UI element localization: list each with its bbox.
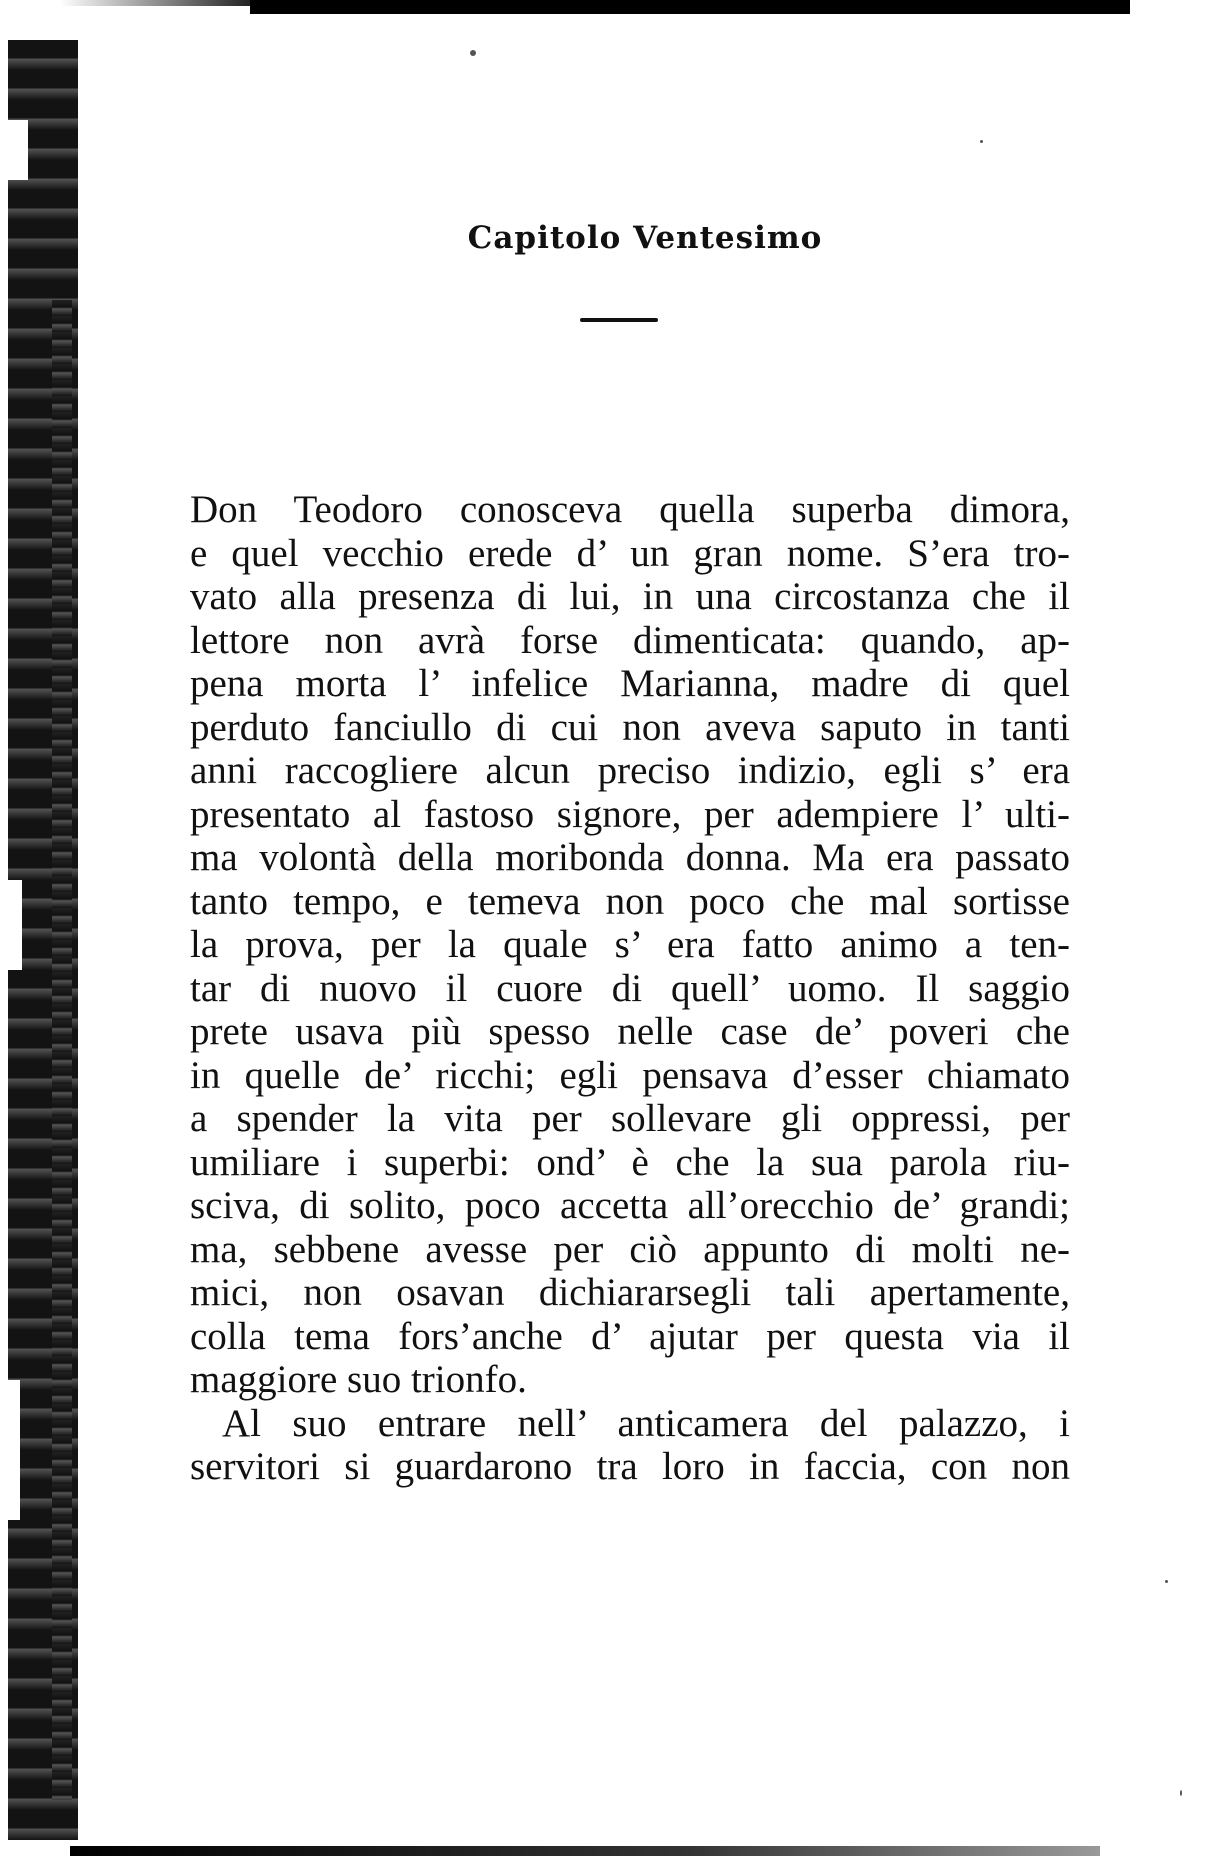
text-line: presentato al fastoso signore, per adempiere l’ ulti-	[190, 792, 1070, 836]
spine-gap	[8, 120, 28, 180]
text-line: sciva, di solito, poco accetta all’orecchio de’ grandi;	[190, 1184, 1070, 1227]
scan-speck	[1165, 1580, 1168, 1583]
text-line: mici, non osavan dichiararsegli tali apertamente,	[190, 1271, 1070, 1314]
text-line: umiliare i superbi: ond’ è che la sua parola riu-	[190, 1140, 1070, 1184]
text-line: in quelle de’ ricchi; egli pensava d’esser chiamato	[190, 1053, 1070, 1097]
text-line: colla tema fors’anche d’ ajutar per questa via il	[190, 1314, 1070, 1358]
body-text	[190, 488, 1070, 1489]
text-line: anni raccogliere alcun preciso indizio, egli s’ era	[190, 749, 1070, 792]
scan-speck	[470, 50, 476, 56]
text-line: tar di nuovo il cuore di quell’ uomo. Il saggio	[190, 966, 1070, 1010]
text-line: maggiore suo trionfo.	[190, 1358, 527, 1401]
text-line: pena morta l’ infelice Marianna, madre di quel	[190, 662, 1070, 705]
text-line: Al suo entrare nell’ anticamera del palazzo, i	[222, 1401, 1070, 1445]
scan-speck	[980, 140, 983, 143]
spine-gap	[8, 880, 22, 970]
page-edge-top	[250, 0, 1130, 14]
scan-speck	[1180, 1790, 1182, 1796]
chapter-title: Capitolo Ventesimo	[467, 220, 823, 256]
title-rule	[580, 318, 658, 322]
page-edge-bottom	[70, 1846, 1100, 1856]
book-spine-texture	[52, 300, 72, 1800]
text-line: la prova, per la quale s’ era fatto animo a ten-	[190, 923, 1070, 966]
text-line: a spender la vita per sollevare gli oppressi, per	[190, 1097, 1070, 1140]
text-line: vato alla presenza di lui, in una circostanza che il	[190, 575, 1070, 618]
text-line: perduto fanciullo di cui non aveva saputo in tanti	[190, 705, 1070, 749]
page-edge-top-fade	[60, 0, 280, 6]
text-line: ma, sebbene avesse per ciò appunto di molti ne-	[190, 1227, 1070, 1271]
text-line: prete usava più spesso nelle case de’ poveri che	[190, 1010, 1070, 1053]
text-line: tanto tempo, e temeva non poco che mal sortisse	[190, 879, 1070, 923]
text-line: servitori si guardarono tra loro in faccia, con non	[190, 1445, 1070, 1488]
text-line: e quel vecchio erede d’ un gran nome. S’era tro-	[190, 531, 1070, 575]
text-line: ma volontà della moribonda donna. Ma era passato	[190, 836, 1070, 879]
text-line: Don Teodoro conosceva quella superba dimora,	[190, 488, 1070, 531]
spine-gap	[8, 1380, 20, 1520]
text-line: lettore non avrà forse dimenticata: quando, ap-	[190, 618, 1070, 662]
